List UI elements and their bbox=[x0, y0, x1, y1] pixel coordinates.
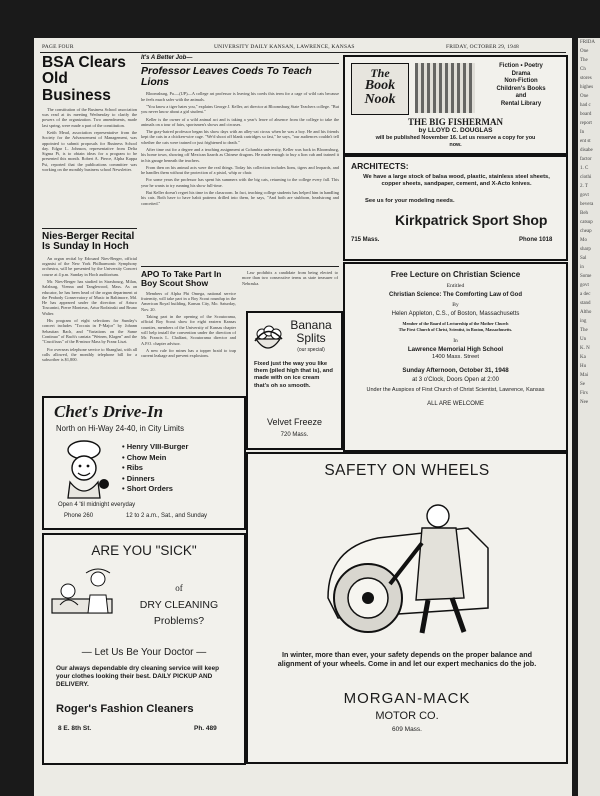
column-2-lower bbox=[141, 270, 236, 397]
rogers-service: DRY CLEANING bbox=[139, 599, 219, 611]
banana-body: Fixed just the way you like them (piled high that is), and made with on ice cream that's oh so smooth. bbox=[254, 361, 333, 389]
article-lions: Bloomsburg, Pa.—(UP)—A college art professor is leaving his coeds this term for a cage of wild cats because he feels much safer with the animals. "You know a tiger hates you," explains George J. Keller, art director at Bloomsburg State Teachers college. "But you never know about a girl student." Keller is the owner of a wild animal act and is taking a year's leave of absence from the college to take the animals on a tour of fairs, sportsmen's shows and circuses. The gray-haired professor began his show days with an alley-cat circus when he was a boy. He and his friends kept the cats in a chicken-wire cage. "We'd shoot off blank cartridges so fast," he says, "our audiences couldn't tell whether the cats were trained or just frightened to death." After time out for a degree and a teaching assignment at Columbia university, Keller was back in Bloomsburg, his home town, showing off Mexican lizards as Chinese dragons. He made enough to buy a lion cub and trained it in his garage beneath the teachers. From then on his animal acts were the real things. Today his collection includes lions, tigers and leopards, and he handles them without the protection of a pistol, whip or chair. For some years the professor has spent his summers with the big cats, returning to the college every fall. This year he wants to try running his show full-time. But Keller doesn't regret his time in the classroom. In fact, teaching college students has helped him in handling his cats. Both have to have habit patterns drilled into them, he says, "And both are stubborn, headstrong and conceited." bbox=[141, 91, 339, 206]
book-author: by LLOYD C. DOUGLAS bbox=[418, 127, 493, 134]
chets-tagline: North on Hi-Way 24-40, in City Limits bbox=[56, 424, 184, 433]
morgan-name: MORGAN-MACK bbox=[343, 690, 471, 707]
column-1 bbox=[42, 55, 137, 439]
headline-recital: Nies-Berger Recital Is Sunday In Hoch bbox=[42, 230, 135, 253]
article-recital: An organ recital by Edouard Nies-Berger, official organist of the New York Philharmonic Symphony orchestra, will be presented by the University Concert course at 4 p.m. Sunday in Hoch auditorium. Mr. Nies-Berger has studied in Strasbourg, Milan, Salzburg, Vienna and Tanglewood, Mass. As an educator, he has been head of the organ department at the Peabody Conservatory of Music in Baltimore, Md. He has appeared under the direction of Arturo Toscanini, Pierre Monteux, Artur Rodzinski and Bruno Walter. His program of eight selections for Sunday's concert includes "Toccata in F-Major" by Johann Sebastian Bach, and "Variations on the Same Continuo" of Bach's cantata "Weinen, Klagen" and the "Crucifixus" of the B-minor Mass by Franz Liszt. For overseas telephone service to Shanghai, with all calls allowed, the monthly telephone bill for a subscriber is $1,800. bbox=[42, 255, 137, 363]
chets-name: Chet's Drive-In bbox=[54, 402, 164, 421]
rogers-body: Our always dependable dry cleaning service will keep your clothes looking their best. DAILY PICKUP AND DELIVERY. bbox=[56, 665, 220, 688]
velvet-freeze-name: Velvet Freeze bbox=[266, 417, 323, 427]
rogers-slogan: — Let Us Be Your Doctor — bbox=[81, 647, 207, 658]
book-categories: Fiction • Poetry Drama Non-Fiction Children's Books and Rental Library bbox=[496, 63, 546, 107]
article-apo: Members of Alpha Phi Omega, national service fraternity, will take part in a Boy Scout roundup in the American Royal building, Kansas City, Mo. Saturday, Nov. 20. Taking part in the opening of the Scoutorama, official Boy Scout show for eight eastern Kansas counties, members of the University of Kansas chapter will help install the convention under the direction of Mr. Francis L. Chalfant, Scoutorama director and A.P.O. chapter advisor. A new rule for mines has a topper braid to trap current leakage and prevent explosions. bbox=[141, 290, 236, 359]
mechanic-wheel-illustration-icon bbox=[318, 488, 498, 638]
ad-velvet-freeze: Banana Splits (our special) Fixed just the way you like them (piled high that is), and made with on ice cream that's oh so smooth. Velvet Freeze 720 Mass. bbox=[246, 311, 343, 450]
headline-apo: APO To Take Part In Boy Scout Show bbox=[141, 269, 222, 288]
ad-morgan-mack: SAFETY ON WHEELS In winter, more than ever, your safety depends on the proper balance and alignment of your wheels. Come in and let our expert mechanics do the job. MORGAN-MACK MOTOR CO. 609 Mass. bbox=[246, 452, 568, 764]
ad-book-nook bbox=[343, 55, 568, 155]
chets-menu: • Henry VIII-Burger • Chow Mein • Ribs • Dinners • Short Orders bbox=[122, 442, 189, 493]
ad-rogers: ARE YOU "SICK" of DRY CLEANING Problems? — Let Us Be Your Doctor — Our always dependable dry cleaning service will keep your clothes looking their best. DAILY PICKUP AND DELIVERY. Roger's Fashion Cleaners 8 E. 8th St. Ph. 489 bbox=[42, 533, 246, 765]
page-number: PAGE FOUR bbox=[42, 44, 74, 50]
masthead-rule bbox=[40, 52, 566, 53]
architects-heading: ARCHITECTS: bbox=[351, 161, 409, 171]
chets-phone: Phone 260 bbox=[64, 513, 94, 519]
book-title: THE BIG FISHERMAN bbox=[407, 117, 503, 127]
ad-chets bbox=[42, 396, 246, 530]
kicker: It's A Better Job— bbox=[141, 55, 193, 61]
article-nebraska: Law prohibits a candidate from being elected to more than two consecutive terms as state treasurer of Nebraska. bbox=[242, 270, 338, 286]
kirkpatrick-name: Kirkpatrick Sport Shop bbox=[395, 212, 548, 228]
lecture-topic: Christian Science: The Comforting Law of God bbox=[388, 292, 522, 298]
headline-lions: Professor Leaves Coeds To Teach Lions bbox=[141, 65, 312, 89]
kirkpatrick-phone: Phone 1018 bbox=[519, 237, 553, 243]
kirkpatrick-address: 715 Mass. bbox=[351, 237, 380, 243]
column-2 bbox=[141, 55, 339, 277]
headline-bsa: BSA Clears Old Business bbox=[42, 54, 126, 104]
lecture-venue: Lawrence Memorial High School bbox=[407, 346, 504, 353]
book-note: will be published November 16. Let us reserve a copy for you now. bbox=[375, 135, 536, 148]
banana-split-icon bbox=[252, 317, 284, 357]
bookshelf-illustration bbox=[415, 63, 475, 113]
issue-date: FRIDAY, OCTOBER 29, 1948 bbox=[446, 44, 520, 50]
paper-name: UNIVERSITY DAILY KANSAN, LAWRENCE, KANSAS bbox=[214, 44, 355, 50]
chets-weekend: 12 to 2 a.m., Sat., and Sunday bbox=[126, 513, 208, 519]
kirkpatrick-line: See us for your modeling needs. bbox=[365, 198, 455, 204]
lecture-speaker: Helen Appleton, C.S., of Boston, Massachusetts bbox=[391, 311, 520, 317]
rogers-headline: ARE YOU "SICK" bbox=[91, 543, 197, 558]
facing-page-fragment: FRIDA One The Ch stores highes One had c board report In ent st disabe factor 1. C clothi 2. T govt bevera Beh catsup cheap Mo sharp Sal in Some govt a dec stand Altho ing The Un K. N Ka Hu Mai Se Firs Nee bbox=[578, 38, 600, 796]
chets-hours: Open 4 'til midnight everyday bbox=[58, 502, 136, 508]
banana-title: Banana Splits bbox=[290, 318, 332, 345]
ad-lecture: Free Lecture on Christian Science Entitled Christian Science: The Comforting Law of God By Helen Appleton, C.S., of Boston, Massachusetts Member of the Board of Lectureship of the Mother Church The First Church of Christ, Scientist, in Boston, Massachusetts. In Lawrence Memorial High School 1400 Mass. Street Sunday Afternoon, October 31, 1948 at 3 o'Clock, Doors Open at 2:00 Under the Auspices of First Church of Christ Scientist, Lawrence, Kansas ALL ARE WELCOME bbox=[343, 262, 568, 452]
morgan-headline: SAFETY ON WHEELS bbox=[324, 462, 490, 479]
newspaper-page bbox=[34, 38, 572, 796]
morgan-body: In winter, more than ever, your safety depends on the proper balance and alignment of your wheels. Come in and let our expert mechanics do the job. bbox=[277, 650, 537, 668]
book-nook-logo: The Book Nook bbox=[351, 63, 409, 115]
doctor-illustration-icon bbox=[50, 565, 120, 623]
lecture-welcome: ALL ARE WELCOME bbox=[427, 401, 484, 407]
ad-kirkpatrick bbox=[343, 155, 568, 261]
kirkpatrick-body: We have a large stock of balsa wood, plastic, stainless steel sheets, copper sheets, sandpaper, cement, and X-Acto knives. bbox=[363, 174, 550, 187]
rogers-name: Roger's Fashion Cleaners bbox=[56, 703, 194, 715]
article-bsa: The constitution of the Business School association was read at its meeting Wednesday to clarify the powers of the organization. Two amendments, made last spring, were made a part of the constitution. Keith Mead, association representative from the Society for the Advancement of Management, was appointed to submit proposals for Business School day. Edgar L. Johnson, representative from Delta Sigma Pi, is to obtain ideas for a program to be presented this month. Robert A. Pierce, Alpha Kappa Psi, reported that the publications committee was working on the monthly business school Newsletter. bbox=[42, 106, 137, 173]
lecture-time: Sunday Afternoon, October 31, 1948 bbox=[402, 367, 509, 374]
lecture-title: Free Lecture on Christian Science bbox=[390, 270, 521, 279]
chef-icon bbox=[56, 440, 114, 502]
